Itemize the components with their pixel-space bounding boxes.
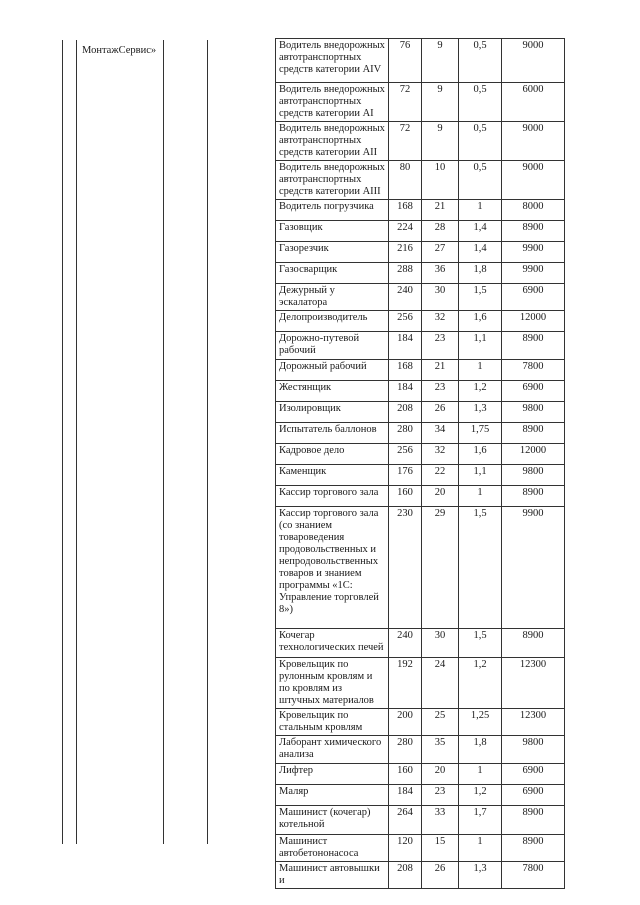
table-row [276, 736, 565, 764]
coefficient-cell: 1,4 [459, 242, 502, 263]
coefficient-cell: 1,5 [459, 629, 502, 658]
coefficient-cell: 1 [459, 486, 502, 507]
table-row [276, 311, 565, 332]
hours-cell: 208 [389, 402, 422, 423]
salary-cell: 9900 [502, 242, 565, 263]
hours-cell: 80 [389, 161, 422, 200]
table-row [276, 200, 565, 221]
hours-cell: 288 [389, 263, 422, 284]
table-row [276, 381, 565, 402]
salary-cell: 12000 [502, 311, 565, 332]
coefficient-cell: 0,5 [459, 122, 502, 161]
table-row [276, 709, 565, 736]
profession-table [275, 38, 565, 889]
salary-cell: 8900 [502, 806, 565, 835]
coefficient-cell: 1 [459, 200, 502, 221]
salary-cell: 7800 [502, 862, 565, 889]
hours-cell: 256 [389, 311, 422, 332]
salary-cell: 9000 [502, 122, 565, 161]
salary-cell: 9900 [502, 263, 565, 284]
salary-cell: 12300 [502, 709, 565, 736]
hours-cell: 184 [389, 381, 422, 402]
table-row [276, 764, 565, 785]
hours-cell: 240 [389, 629, 422, 658]
table-row [276, 122, 565, 161]
hours-cell: 120 [389, 835, 422, 862]
table-row [276, 332, 565, 360]
hours-cell: 224 [389, 221, 422, 242]
profession-cell: Машинист автобетононасоса [276, 835, 389, 862]
hours-cell: 280 [389, 423, 422, 444]
coefficient-cell: 1,1 [459, 332, 502, 360]
table-row [276, 507, 565, 629]
profession-cell: Газовщик [276, 221, 389, 242]
salary-cell: 8000 [502, 200, 565, 221]
table-row [276, 444, 565, 465]
hours-cell: 216 [389, 242, 422, 263]
days-cell: 26 [422, 402, 459, 423]
profession-cell: Водитель погрузчика [276, 200, 389, 221]
days-cell: 9 [422, 122, 459, 161]
table-row [276, 806, 565, 835]
profession-cell: Кровельщик по рулонным кровлям и по кровлям из штучных материалов [276, 658, 389, 709]
days-cell: 34 [422, 423, 459, 444]
hours-cell: 256 [389, 444, 422, 465]
hours-cell: 184 [389, 785, 422, 806]
salary-cell: 9000 [502, 39, 565, 83]
hours-cell: 184 [389, 332, 422, 360]
hours-cell: 176 [389, 465, 422, 486]
days-cell: 21 [422, 360, 459, 381]
hours-cell: 280 [389, 736, 422, 764]
profession-cell: Дежурный у эскалатора [276, 284, 389, 311]
salary-cell: 7800 [502, 360, 565, 381]
coefficient-cell: 1,3 [459, 862, 502, 889]
hours-cell: 230 [389, 507, 422, 629]
coefficient-cell: 0,5 [459, 161, 502, 200]
days-cell: 27 [422, 242, 459, 263]
profession-cell: Кочегар технологических печей [276, 629, 389, 658]
column-rule [207, 40, 208, 844]
profession-cell: Машинист (кочегар) котельной [276, 806, 389, 835]
table-row [276, 785, 565, 806]
profession-cell: Водитель внедорожных автотранспортных средств категории AII [276, 122, 389, 161]
table-row [276, 658, 565, 709]
days-cell: 24 [422, 658, 459, 709]
hours-cell: 264 [389, 806, 422, 835]
coefficient-cell: 1,2 [459, 381, 502, 402]
days-cell: 30 [422, 629, 459, 658]
organization-name: МонтажСервис» [82, 45, 157, 56]
coefficient-cell: 1,5 [459, 284, 502, 311]
profession-cell: Маляр [276, 785, 389, 806]
salary-cell: 12300 [502, 658, 565, 709]
coefficient-cell: 0,5 [459, 39, 502, 83]
salary-cell: 6900 [502, 785, 565, 806]
table-row [276, 39, 565, 83]
salary-cell: 9800 [502, 402, 565, 423]
days-cell: 23 [422, 381, 459, 402]
coefficient-cell: 1,3 [459, 402, 502, 423]
days-cell: 10 [422, 161, 459, 200]
hours-cell: 160 [389, 486, 422, 507]
salary-cell: 12000 [502, 444, 565, 465]
salary-cell: 8900 [502, 835, 565, 862]
salary-cell: 8900 [502, 486, 565, 507]
salary-cell: 6000 [502, 83, 565, 122]
hours-cell: 208 [389, 862, 422, 889]
hours-cell: 200 [389, 709, 422, 736]
salary-cell: 6900 [502, 284, 565, 311]
days-cell: 28 [422, 221, 459, 242]
coefficient-cell: 1,8 [459, 263, 502, 284]
hours-cell: 160 [389, 764, 422, 785]
table-row [276, 486, 565, 507]
coefficient-cell: 1 [459, 835, 502, 862]
profession-cell: Кассир торгового зала (со знанием товароведения продовольственных и непродовольственных товаров и знанием программы «1С: Управление торговлей 8») [276, 507, 389, 629]
table-row [276, 465, 565, 486]
salary-cell: 8900 [502, 423, 565, 444]
salary-cell: 6900 [502, 381, 565, 402]
salary-cell: 8900 [502, 221, 565, 242]
profession-cell: Машинист автовышки и [276, 862, 389, 889]
salary-cell: 9800 [502, 736, 565, 764]
table-row [276, 83, 565, 122]
column-rule [62, 40, 63, 844]
coefficient-cell: 1,1 [459, 465, 502, 486]
days-cell: 9 [422, 39, 459, 83]
days-cell: 36 [422, 263, 459, 284]
salary-cell: 9000 [502, 161, 565, 200]
profession-cell: Газосварщик [276, 263, 389, 284]
table-row [276, 629, 565, 658]
hours-cell: 72 [389, 83, 422, 122]
column-rule [163, 40, 164, 844]
table-row [276, 862, 565, 889]
profession-cell: Изолировщик [276, 402, 389, 423]
table-row [276, 221, 565, 242]
days-cell: 9 [422, 83, 459, 122]
salary-cell: 8900 [502, 332, 565, 360]
days-cell: 32 [422, 311, 459, 332]
days-cell: 26 [422, 862, 459, 889]
salary-cell: 6900 [502, 764, 565, 785]
hours-cell: 192 [389, 658, 422, 709]
coefficient-cell: 1,25 [459, 709, 502, 736]
hours-cell: 76 [389, 39, 422, 83]
days-cell: 35 [422, 736, 459, 764]
profession-cell: Лифтер [276, 764, 389, 785]
table-body [276, 39, 565, 889]
coefficient-cell: 1,75 [459, 423, 502, 444]
table-row [276, 242, 565, 263]
table-row [276, 360, 565, 381]
days-cell: 15 [422, 835, 459, 862]
coefficient-cell: 1,8 [459, 736, 502, 764]
days-cell: 22 [422, 465, 459, 486]
profession-cell: Дорожный рабочий [276, 360, 389, 381]
salary-cell: 9900 [502, 507, 565, 629]
days-cell: 29 [422, 507, 459, 629]
days-cell: 20 [422, 486, 459, 507]
hours-cell: 240 [389, 284, 422, 311]
profession-cell: Каменщик [276, 465, 389, 486]
coefficient-cell: 1,2 [459, 658, 502, 709]
profession-cell: Кассир торгового зала [276, 486, 389, 507]
days-cell: 25 [422, 709, 459, 736]
days-cell: 32 [422, 444, 459, 465]
profession-cell: Кадровое дело [276, 444, 389, 465]
coefficient-cell: 1,4 [459, 221, 502, 242]
hours-cell: 168 [389, 360, 422, 381]
salary-cell: 8900 [502, 629, 565, 658]
profession-cell: Жестянщик [276, 381, 389, 402]
column-rule [76, 40, 77, 844]
coefficient-cell: 1 [459, 360, 502, 381]
hours-cell: 168 [389, 200, 422, 221]
profession-cell: Испытатель баллонов [276, 423, 389, 444]
hours-cell: 72 [389, 122, 422, 161]
profession-cell: Газорезчик [276, 242, 389, 263]
days-cell: 30 [422, 284, 459, 311]
table-row [276, 423, 565, 444]
coefficient-cell: 1,7 [459, 806, 502, 835]
coefficient-cell: 1,2 [459, 785, 502, 806]
table-row [276, 263, 565, 284]
profession-cell: Водитель внедорожных автотранспортных средств категории AIII [276, 161, 389, 200]
profession-cell: Дорожно-путевой рабочий [276, 332, 389, 360]
days-cell: 21 [422, 200, 459, 221]
days-cell: 23 [422, 785, 459, 806]
table-row [276, 835, 565, 862]
days-cell: 33 [422, 806, 459, 835]
coefficient-cell: 1,6 [459, 311, 502, 332]
days-cell: 23 [422, 332, 459, 360]
profession-cell: Водитель внедорожных автотранспортных средств категории AI [276, 83, 389, 122]
table-row [276, 161, 565, 200]
coefficient-cell: 1,5 [459, 507, 502, 629]
table-row [276, 284, 565, 311]
coefficient-cell: 0,5 [459, 83, 502, 122]
table-row [276, 402, 565, 423]
salary-cell: 9800 [502, 465, 565, 486]
coefficient-cell: 1 [459, 764, 502, 785]
profession-cell: Кровельщик по стальным кровлям [276, 709, 389, 736]
profession-cell: Водитель внедорожных автотранспортных средств категории AIV [276, 39, 389, 83]
profession-cell: Лаборант химического анализа [276, 736, 389, 764]
profession-cell: Делопроизводитель [276, 311, 389, 332]
coefficient-cell: 1,6 [459, 444, 502, 465]
days-cell: 20 [422, 764, 459, 785]
